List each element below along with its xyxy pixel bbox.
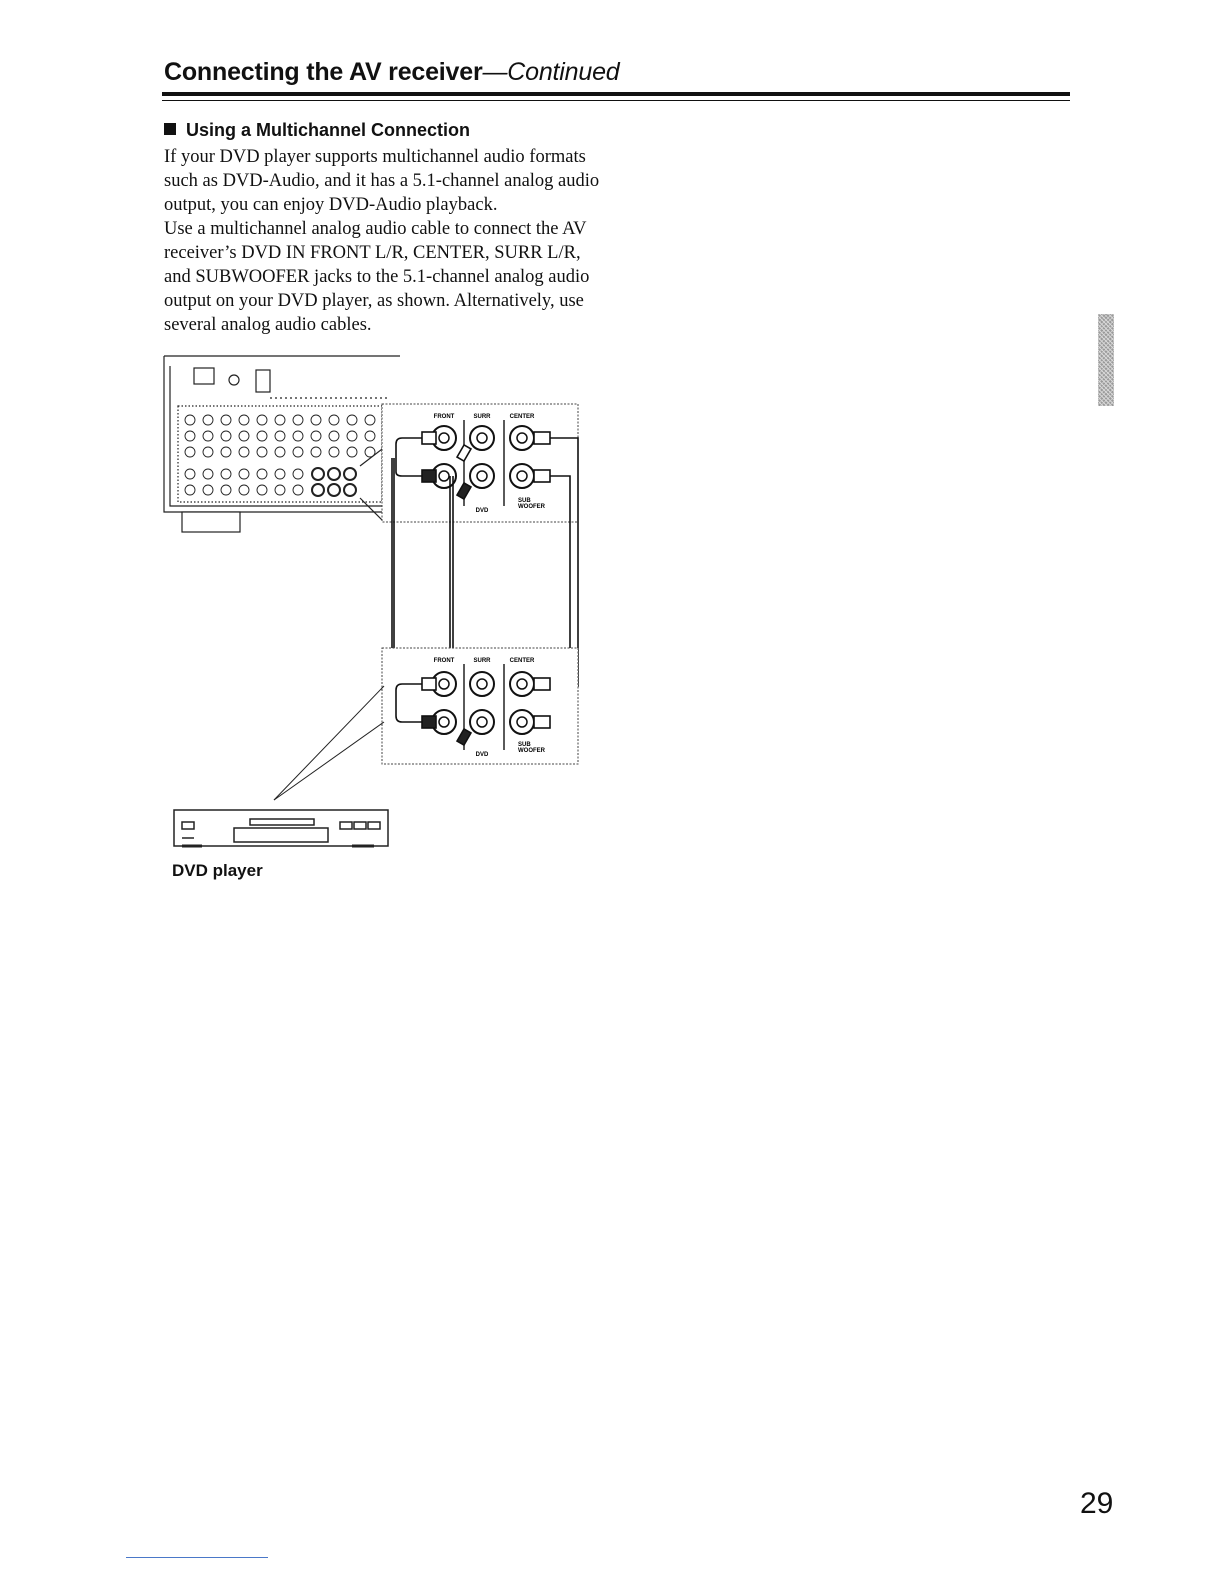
connection-diagram xyxy=(160,350,600,865)
bottom-sub-label: SUB xyxy=(518,742,531,748)
top-center-label: CENTER xyxy=(509,414,535,420)
page-header-title xyxy=(164,58,619,87)
zoom-callout-lines xyxy=(274,686,384,800)
page-number: 29 xyxy=(1080,1487,1114,1520)
bottom-front-label: FRONT xyxy=(433,658,455,664)
dvd-player-caption: DVD player xyxy=(172,861,263,880)
bottom-surr-label: SURR xyxy=(473,658,491,664)
header-title-main: Connecting the AV receiver xyxy=(164,58,483,86)
paragraph-intro: If your DVD player supports multichannel audio formats such as DVD-Audio, and it has a 5.1-channel analog audio output, you can enjoy DVD-Audio playback. xyxy=(164,147,600,215)
header-title-continued: —Continued xyxy=(482,58,620,86)
top-sub-label: SUB xyxy=(518,498,531,504)
top-front-label: FRONT xyxy=(433,414,455,420)
bottom-woofer-label: WOOFER xyxy=(518,748,545,754)
section-heading xyxy=(164,120,470,141)
bottom-center-label: CENTER xyxy=(509,658,535,664)
chapter-tab-marker xyxy=(1098,314,1114,406)
square-bullet-icon xyxy=(164,123,176,135)
receiver-jack-closeup xyxy=(382,404,578,522)
paragraph-instructions: Use a multichannel analog audio cable to connect the AV receiver’s DVD IN FRONT L/R, CENTER, SURR L/R, and SUBWOOFER jacks to the 5.1-channel analog audio output on your DVD player, as shown. Alternatively, use several analog audio cables. xyxy=(164,219,590,335)
footer-line xyxy=(126,1557,268,1558)
section-heading-text: Using a Multichannel Connection xyxy=(186,120,471,140)
top-woofer-label: WOOFER xyxy=(518,504,545,510)
header-rule-thin xyxy=(162,100,1070,101)
bottom-dvd-label: DVD xyxy=(475,752,489,758)
top-surr-label: SURR xyxy=(473,414,491,420)
connection-diagram-svg xyxy=(160,350,600,860)
header-rule-thick xyxy=(162,92,1070,96)
dvd-player-illustration xyxy=(174,810,388,846)
dvd-player-jack-closeup xyxy=(382,648,578,764)
av-receiver-rear-panel xyxy=(164,356,400,532)
top-dvd-label: DVD xyxy=(475,508,489,514)
